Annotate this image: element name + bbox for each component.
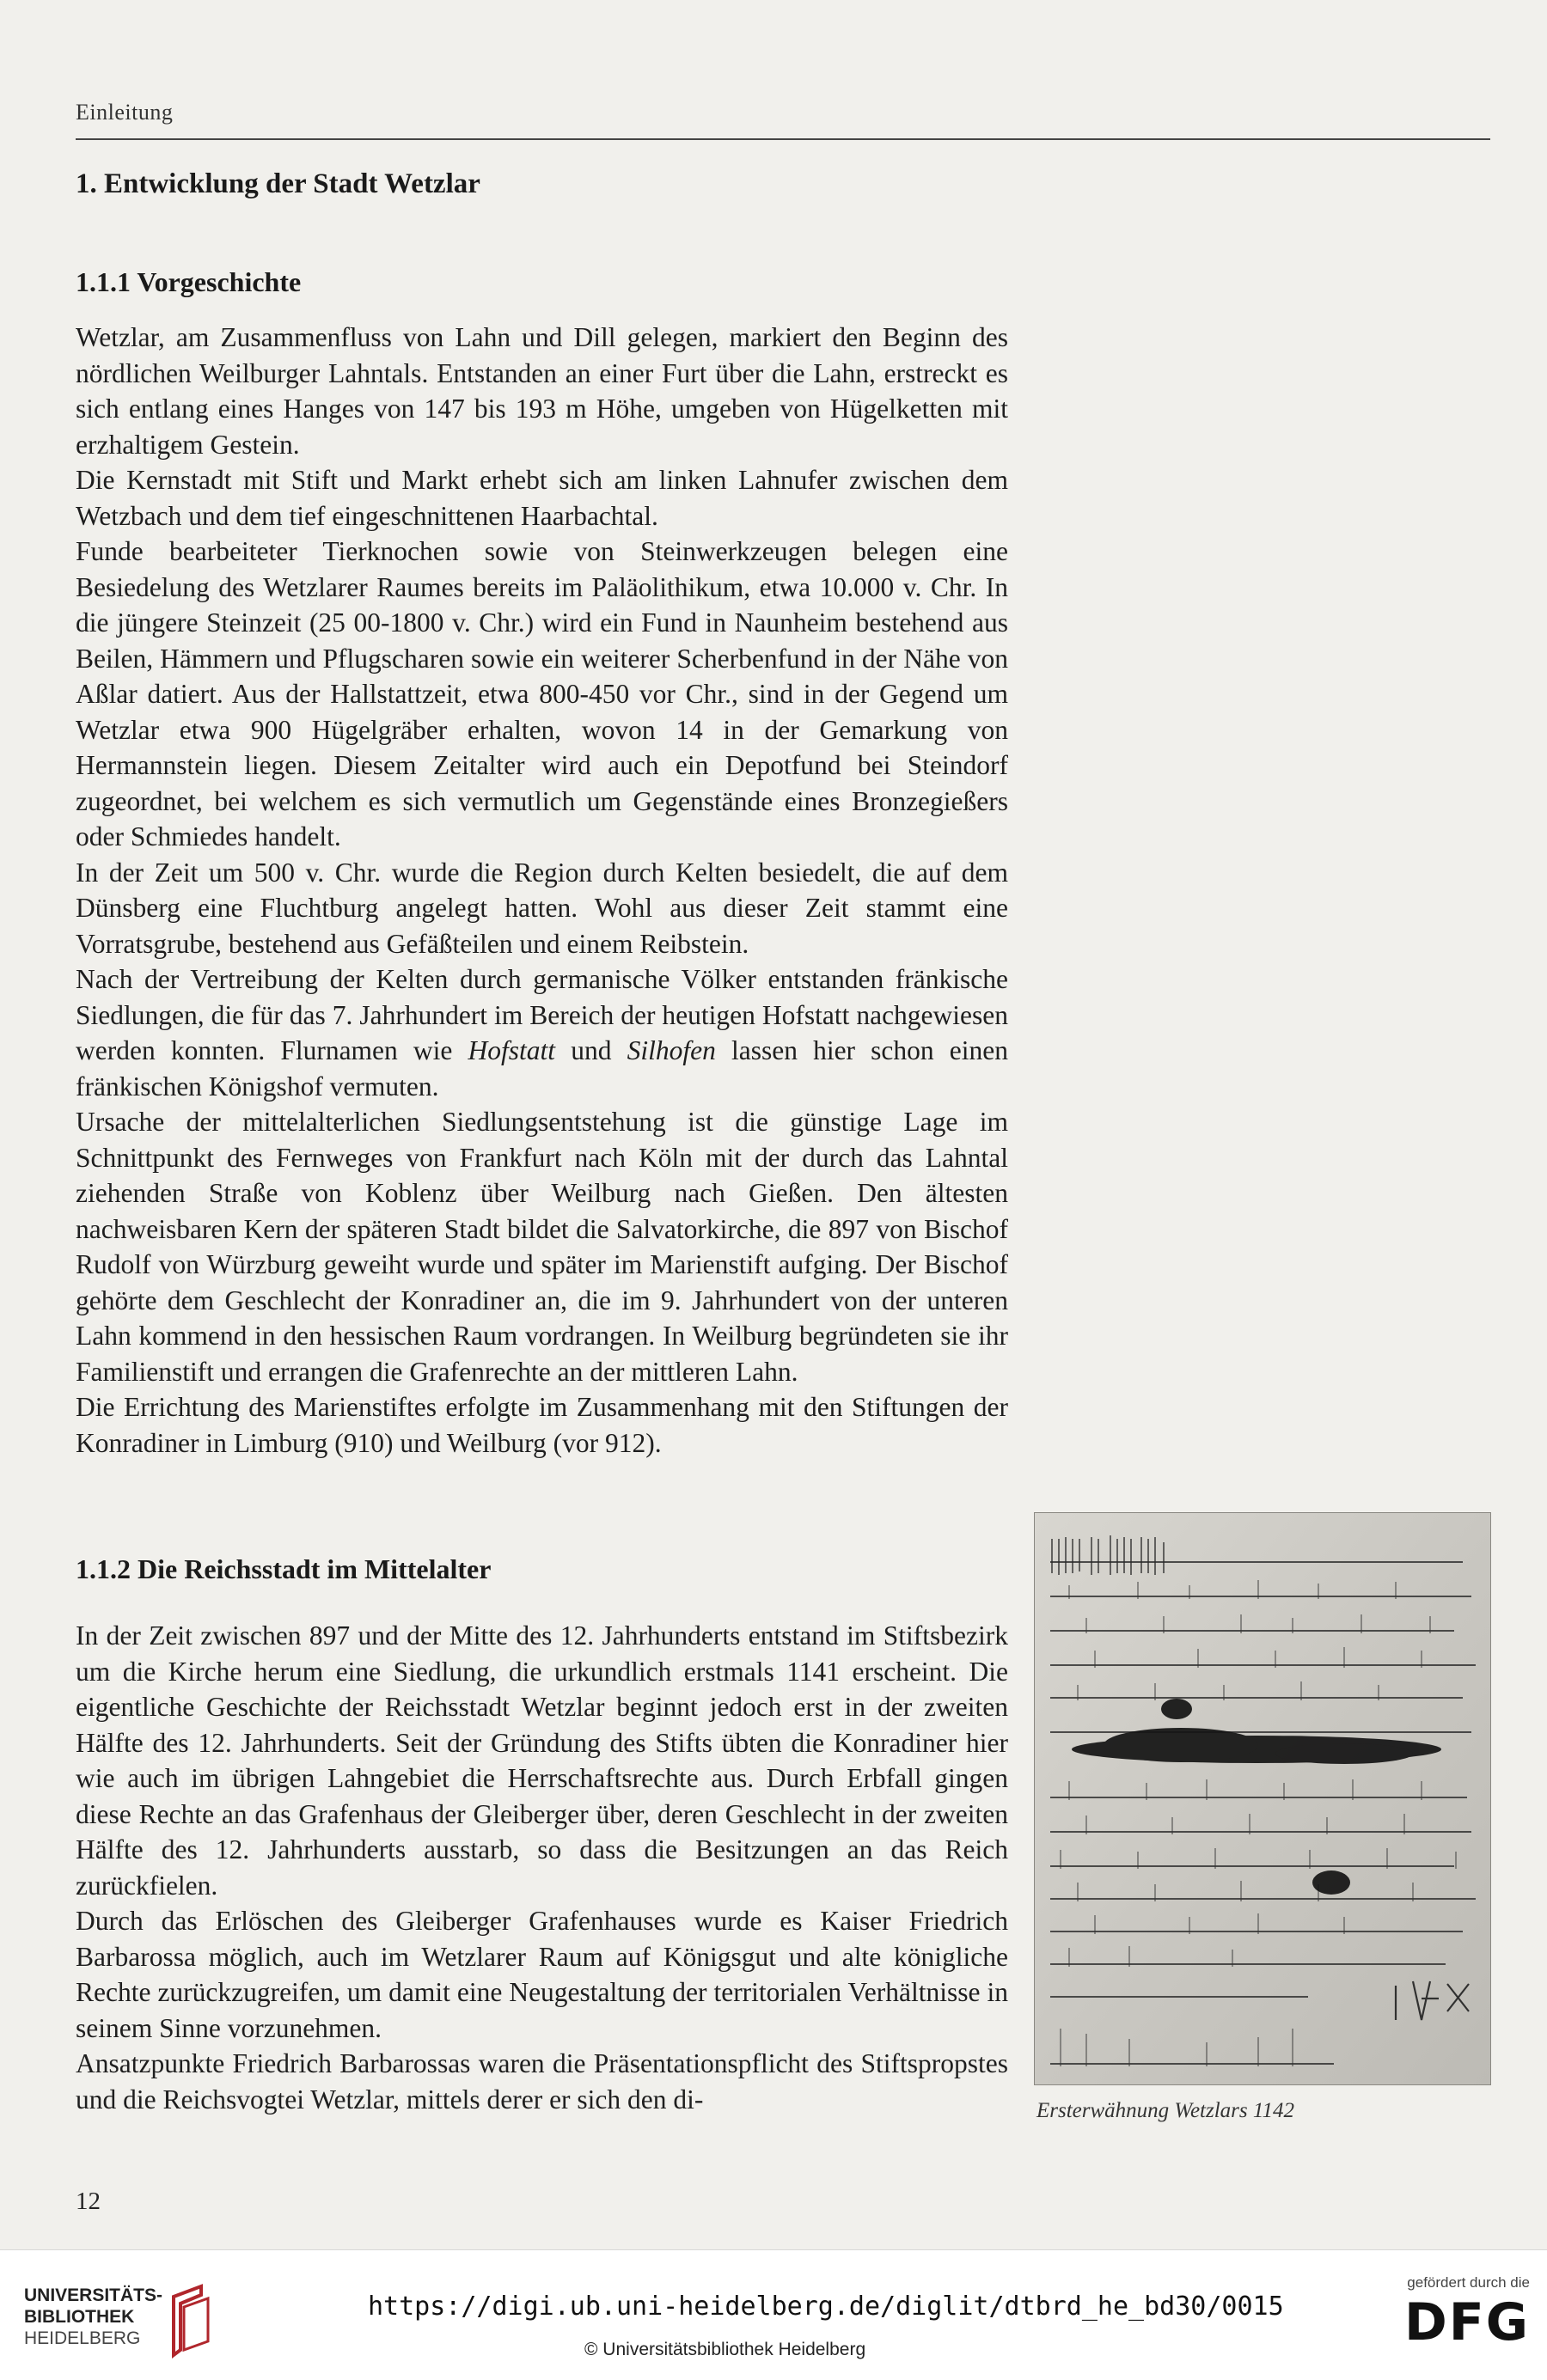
section-title-vorgeschichte: 1.1.1 Vorgeschichte: [76, 266, 302, 297]
header-rule: [76, 138, 1490, 140]
section-body-vorgeschichte: [76, 320, 1008, 1461]
funder-credit: [1379, 2274, 1530, 2353]
dfg-logo: DFG: [1403, 2292, 1530, 2353]
chapter-title: 1. Entwicklung der Stadt Wetzlar: [76, 168, 480, 199]
paragraph: Die Kernstadt mit Stift und Markt erhebt sich am linken Lahnufer zwischen dem Wetzbach und dem tief eingeschnittenen Haarbachtal.: [76, 465, 1008, 531]
manuscript-image: [1035, 1513, 1490, 2084]
paragraph: Ursache der mittelalterlichen Siedlungsentstehung ist die günstige Lage im Schnittpunkt des Fernweges von Frankfurt nach Köln mit der durch das Lahntal ziehenden Straße von Koblenz über Weilburg nach Gießen. Den ältesten nachweisbaren Kern der späteren Stadt bildet die Salvatorkirche, die 897 von Bischof Rudolf von Würzburg geweiht wurde und später im Marienstift aufging. Der Bischof gehörte dem Geschlecht der Konradiner an, die im 9. Jahrhundert von der unteren Lahn kommend in den hessischen Raum vordrangen. In Weilburg begründeten sie ihr Familienstift und errangen die Grafenrechte an der mittleren Lahn.: [76, 1107, 1008, 1387]
paragraph: Wetzlar, am Zusammenfluss von Lahn und Dill gelegen, markiert den Beginn des nördlichen Weilburger Lahntals. Entstanden an einer Furt über die Lahn, erstreckt es sich entlang eines Hanges von 147 bis 193 m Höhe, umgeben von Hügelketten mit erzhaltigem Gestein.: [76, 322, 1008, 460]
funded-by-label: gefördert durch die: [1407, 2274, 1530, 2291]
paragraph: [76, 961, 1008, 1104]
digitization-footer: [0, 2249, 1547, 2380]
copyright-notice: © Universitätsbibliothek Heidelberg: [584, 2340, 866, 2359]
text-run: Nach der Vertreibung der Kelten durch germanische Völker entstanden fränkische Siedlungen, die für das 7. Jahrhundert im Bereich der heutigen Hofstatt nachgewiesen werden konnten. Flurnamen wie: [76, 964, 1008, 1065]
section-title-reichsstadt: 1.1.2 Die Reichsstadt im Mittelalter: [76, 1553, 492, 1584]
library-name-line: UNIVERSITÄTS-: [24, 2285, 163, 2305]
library-emblem-icon: [162, 2281, 215, 2360]
paragraph: Durch das Erlöschen des Gleiberger Grafenhauses wurde es Kaiser Friedrich Barbarossa möglich, auch im Wetzlarer Raum auf Königsgut und alte königliche Rechte zurückzugreifen, um damit eine Neugestaltung der territorialen Verhältnisse in seinem Sinne vorzunehmen.: [76, 1906, 1008, 2043]
section-body-reichsstadt: [76, 1618, 1008, 2117]
paragraph: Funde bearbeiteter Tierknochen sowie von Steinwerkzeugen belegen eine Besiedelung des Wetzlarer Raumes bereits im Paläolithikum, etwa 10.000 v. Chr. In die jüngere Steinzeit (25 00-1800 v. Chr.) wird ein Fund in Naunheim bestehend aus Beilen, Hämmern und Pflugscharen sowie ein weiterer Scherbenfund in der Nähe von Aßlar datiert. Aus der Hallstattzeit, etwa 800-450 vor Chr., sind in der Gegend um Wetzlar etwa 900 Hügelgräber erhalten, wovon 14 in der Gemarkung von Hermannstein liegen. Diesem Zeitalter wird auch ein Depotfund bei Steindorf zugeordnet, bei welchem es sich vermutlich um Gegenstände eines Bronzegießers oder Schmiedes handelt.: [76, 536, 1008, 851]
permalink-link[interactable]: https://digi.ub.uni-heidelberg.de/diglit/dtbrd_he_bd30/0015: [368, 2292, 1284, 2322]
text-run: lassen hier schon einen fränkischen Königshof vermuten.: [76, 1035, 1009, 1102]
page-number: 12: [76, 2188, 101, 2215]
paragraph: Ansatzpunkte Friedrich Barbarossas waren die Präsentationspflicht des Stiftspropstes und die Reichsvogtei Wetzlar, mittels derer er sich den di-: [76, 2048, 1008, 2115]
running-head: Einleitung: [76, 100, 174, 125]
place-name-silhofen: Silhofen: [627, 1035, 716, 1065]
library-name-line: BIBLIOTHEK: [24, 2307, 135, 2327]
place-name-hofstatt: Hofstatt: [468, 1035, 556, 1065]
paragraph: In der Zeit um 500 v. Chr. wurde die Region durch Kelten besiedelt, die auf dem Dünsberg eine Fluchtburg angelegt hatten. Wohl aus dieser Zeit stammt eine Vorratsgrube, bestehend aus Gefäßteilen und einem Reibstein.: [76, 857, 1008, 959]
figure-caption: Ersterwähnung Wetzlars 1142: [1036, 2099, 1295, 2122]
charter-photograph: [1034, 1512, 1491, 2085]
library-name-line: HEIDELBERG: [24, 2328, 141, 2348]
text-run: und: [555, 1035, 627, 1065]
library-logo: [24, 2285, 162, 2349]
paragraph: In der Zeit zwischen 897 und der Mitte des 12. Jahrhunderts entstand im Stiftsbezirk um die Kirche herum eine Siedlung, die urkundlich erstmals 1141 erscheint. Die eigentliche Geschichte der Reichsstadt Wetzlar beginnt jedoch erst in der zweiten Hälfte des 12. Jahrhunderts. Seit der Gründung des Stifts übten die Konradiner hier wie auch im übrigen Lahngebiet die Herrschaftsrechte aus. Durch Erbfall gingen diese Rechte an das Grafenhaus der Gleiberger über, deren Geschlecht in der zweiten Hälfte des 12. Jahrhunderts ausstarb, so dass die Besitzungen an das Reich zurückfielen.: [76, 1620, 1008, 1901]
paragraph: Die Errichtung des Marienstiftes erfolgte im Zusammenhang mit den Stiftungen der Konradiner in Limburg (910) und Weilburg (vor 912).: [76, 1392, 1008, 1458]
